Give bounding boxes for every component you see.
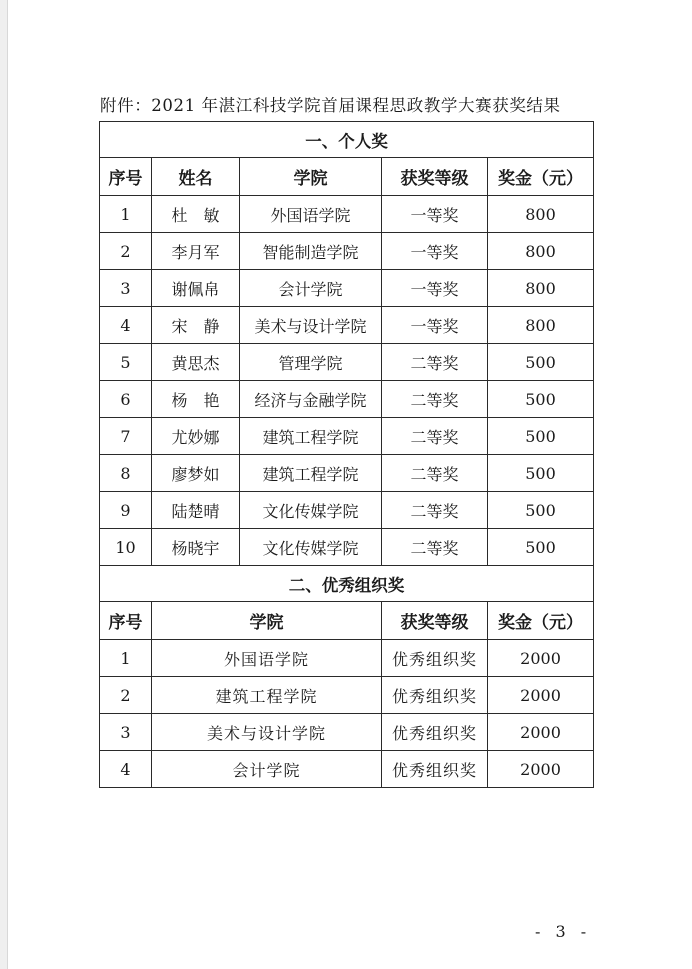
cell-award-level: 一等奖 <box>382 233 488 270</box>
cell-college: 建筑工程学院 <box>240 418 382 455</box>
cell-prize-money: 800 <box>488 307 594 344</box>
table-row <box>100 677 594 714</box>
cell-award-level: 二等奖 <box>382 492 488 529</box>
cell-award-level: 二等奖 <box>382 529 488 566</box>
cell-name: 尤妙娜 <box>152 418 240 455</box>
cell-award-level: 二等奖 <box>382 418 488 455</box>
cell-college: 外国语学院 <box>152 640 382 677</box>
cell-prize-money: 800 <box>488 270 594 307</box>
cell-index: 2 <box>100 233 152 270</box>
cell-index: 1 <box>100 196 152 233</box>
cell-college: 外国语学院 <box>240 196 382 233</box>
cell-college: 智能制造学院 <box>240 233 382 270</box>
cell-college: 文化传媒学院 <box>240 492 382 529</box>
header-award-level: 获奖等级 <box>382 602 488 640</box>
header-college: 学院 <box>152 602 382 640</box>
cell-award-level: 优秀组织奖 <box>382 714 488 751</box>
cell-index: 3 <box>100 270 152 307</box>
cell-award-level: 优秀组织奖 <box>382 640 488 677</box>
cell-award-level: 二等奖 <box>382 344 488 381</box>
cell-college: 会计学院 <box>152 751 382 788</box>
cell-prize-money: 2000 <box>488 751 594 788</box>
table-row <box>100 714 594 751</box>
organization-header-row <box>100 602 594 640</box>
table-row <box>100 640 594 677</box>
cell-name: 廖梦如 <box>152 455 240 492</box>
cell-college: 会计学院 <box>240 270 382 307</box>
cell-award-level: 优秀组织奖 <box>382 751 488 788</box>
cell-college: 美术与设计学院 <box>152 714 382 751</box>
cell-award-level: 二等奖 <box>382 381 488 418</box>
cell-prize-money: 500 <box>488 492 594 529</box>
table-row <box>100 270 594 307</box>
section-title-organization: 二、优秀组织奖 <box>100 566 594 602</box>
header-name: 姓名 <box>152 158 240 196</box>
cell-award-level: 优秀组织奖 <box>382 677 488 714</box>
cell-award-level: 二等奖 <box>382 455 488 492</box>
cell-prize-money: 800 <box>488 196 594 233</box>
cell-college: 经济与金融学院 <box>240 381 382 418</box>
cell-college: 建筑工程学院 <box>152 677 382 714</box>
cell-college: 美术与设计学院 <box>240 307 382 344</box>
cell-college: 文化传媒学院 <box>240 529 382 566</box>
table-row <box>100 196 594 233</box>
individual-header-row <box>100 158 594 196</box>
cell-index: 2 <box>100 677 152 714</box>
cell-index: 1 <box>100 640 152 677</box>
cell-prize-money: 2000 <box>488 640 594 677</box>
cell-name: 宋 静 <box>152 307 240 344</box>
cell-index: 4 <box>100 307 152 344</box>
cell-college: 管理学院 <box>240 344 382 381</box>
cell-index: 6 <box>100 381 152 418</box>
table-row <box>100 381 594 418</box>
table-row <box>100 492 594 529</box>
cell-prize-money: 2000 <box>488 677 594 714</box>
cell-name: 杜 敏 <box>152 196 240 233</box>
cell-prize-money: 500 <box>488 418 594 455</box>
cell-award-level: 一等奖 <box>382 307 488 344</box>
table-row <box>100 344 594 381</box>
cell-name: 杨 艳 <box>152 381 240 418</box>
cell-award-level: 一等奖 <box>382 270 488 307</box>
document-title: 附件：2021 年湛江科技学院首届课程思政教学大赛获奖结果 <box>100 96 561 115</box>
page-left-edge <box>0 0 8 969</box>
cell-index: 4 <box>100 751 152 788</box>
cell-prize-money: 800 <box>488 233 594 270</box>
table-row <box>100 233 594 270</box>
table-row <box>100 418 594 455</box>
table-row <box>100 529 594 566</box>
cell-index: 3 <box>100 714 152 751</box>
cell-name: 杨晓宇 <box>152 529 240 566</box>
header-index: 序号 <box>100 158 152 196</box>
awards-table <box>99 121 594 788</box>
table-row <box>100 751 594 788</box>
cell-prize-money: 500 <box>488 344 594 381</box>
header-prize-money: 奖金（元） <box>488 602 594 640</box>
table-row <box>100 455 594 492</box>
section-title-individual: 一、个人奖 <box>100 122 594 158</box>
cell-prize-money: 500 <box>488 455 594 492</box>
cell-index: 7 <box>100 418 152 455</box>
header-prize-money: 奖金（元） <box>488 158 594 196</box>
header-index: 序号 <box>100 602 152 640</box>
cell-prize-money: 2000 <box>488 714 594 751</box>
table-row <box>100 307 594 344</box>
section-row-organization <box>100 566 594 602</box>
cell-name: 李月军 <box>152 233 240 270</box>
cell-name: 黄思杰 <box>152 344 240 381</box>
cell-index: 8 <box>100 455 152 492</box>
cell-award-level: 一等奖 <box>382 196 488 233</box>
cell-name: 陆楚晴 <box>152 492 240 529</box>
cell-prize-money: 500 <box>488 529 594 566</box>
section-row-individual <box>100 122 594 158</box>
cell-name: 谢佩帛 <box>152 270 240 307</box>
cell-prize-money: 500 <box>488 381 594 418</box>
header-college: 学院 <box>240 158 382 196</box>
cell-index: 10 <box>100 529 152 566</box>
cell-college: 建筑工程学院 <box>240 455 382 492</box>
cell-index: 9 <box>100 492 152 529</box>
cell-index: 5 <box>100 344 152 381</box>
page-number: - 3 - <box>535 922 592 941</box>
header-award-level: 获奖等级 <box>382 158 488 196</box>
